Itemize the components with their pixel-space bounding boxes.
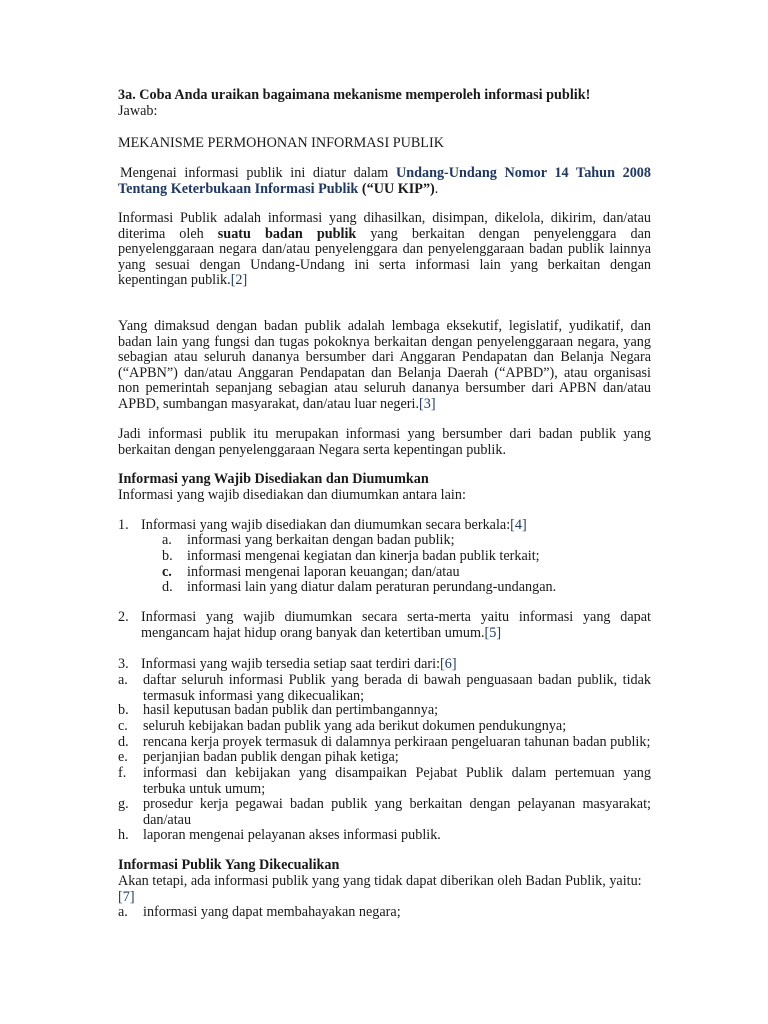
footnote-ref-2[interactable]: [2] [230,272,248,289]
footnote-ref-6[interactable]: [6] [440,656,457,672]
section-title: MEKANISME PERMOHONAN INFORMASI PUBLIK [118,135,444,151]
paragraph-kesimpulan: Jadi informasi publik itu merupakan informasi yang bersumber dari badan publik yang berkaitan dengan penyelenggaraan Negara serta kepentingan publik. [118,426,651,458]
document-page: 3a. Coba Anda uraikan bagaimana mekanisme memperoleh informasi publik! Jawab: MEKANISME PERMOHONAN INFORMASI PUBLIK Mengenai informasi publik ini diatur dalam Undang-Undang Nomor 14 Tahun 2008 Tentang Keterbukaan Informasi Publik (“UU KIP”). Informasi Publik adalah informasi yang dihasilkan, disimpan, dikelola, dikirim, dan/atau diterima oleh suatu badan publik yang berkaitan dengan penyelenggara dan penyelenggaraan negara dan/atau penyelenggara dan penyelenggaraan badan publik lainnya yang sesuai dengan Undang-Undang ini serta informasi lain yang berkaitan dengan kepentingan publik.[2] Yang dimaksud dengan badan publik adalah lembaga eksekutif, legislatif, yudikatif, dan badan lain yang fungsi dan tugas pokoknya berkaitan dengan penyelenggaraan negara, yang sebagian atau seluruh dananya bersumber dari Anggaran Pendapatan dan Belanja Negara (“APBN”) dan/atau Anggaran Pendapatan dan Belanja Daerah (“APBD”), atau organisasi non pemerintah sepanjang sebagian atau seluruh dananya bersumber dari APBN dan/atau APBD, sumbangan masyarakat, dan/atau luar negeri.[3] Jadi informasi publik itu merupakan informasi yang bersumber dari badan publik yang berkaitan dengan penyelenggaraan Negara serta kepentingan publik. Informasi yang Wajib Disediakan dan Diumumkan Informasi yang wajib disediakan dan diumumkan antara lain: 1. Informasi yang wajib disediakan dan diumumkan secara berkala:[4] a. informasi yang berkaitan dengan badan publik; b. informasi mengenai kegiatan dan kinerja badan publik terkait; c. informasi mengenai laporan keuangan; dan/atau d. informasi lain yang diatur dalam peraturan perundang-undangan. 2. Informasi yang wajib diumumkan secara serta-merta yaitu informasi yang dapat mengancam hajat hidup orang banyak dan ketertiban umum.[5] 3. Informasi yang wajib tersedia setiap saat terdiri dari:[6] a. daftar seluruh informasi Publik yang berada di bawah penguasaan badan publik, tidak termasuk informasi yang dikecualikan; b. hasil keputusan badan publik dan pertimbangannya; c. seluruh kebijakan badan publik yang ada berikut dokumen pendukungnya; d. rencana kerja proyek termasuk di dalamnya perkiraan pengeluaran tahunan badan publik; e. perjanjian badan publik dengan pihak ketiga; f. informasi dan kebijakan yang disampaikan Pejabat Publik dalam pertemuan yang terbuka untuk umum; g. prosedur kerja pegawai badan publik yang berkaitan dengan pelayanan masyarakat; dan/atau h. laporan mengenai pelayanan akses informasi publik. Informasi Publik Yang Dikecualikan Akan tetapi, ada informasi publik yang yang tidak dapat diberikan oleh Badan Publik, yaitu: [7] a. informasi yang dapat membahayakan negara; [118,87,651,920]
answer-label: Jawab: [118,103,158,119]
paragraph-badan-publik: Yang dimaksud dengan badan publik adalah lembaga eksekutif, legislatif, yudikatif, dan badan lain yang fungsi dan tugas pokoknya berkaitan dengan penyelenggaraan negara, yang sebagian atau seluruh dananya bersumber dari Anggaran Pendapatan dan Belanja Negara (“APBN”) dan/atau Anggaran Pendapatan dan Belanja Daerah (“APBD”), atau organisasi non pemerintah sepanjang sebagian atau seluruh dananya bersumber dari APBN dan/atau APBD, sumbangan masyarakat, dan/atau luar negeri.[3] [118,318,651,412]
heading-dikecualikan: Informasi Publik Yang Dikecualikan [118,857,340,873]
footnote-ref-4[interactable]: [4] [510,517,527,533]
footnote-ref-3[interactable]: [3] [419,395,436,412]
kecuali-intro: Akan tetapi, ada informasi publik yang yang tidak dapat diberikan oleh Badan Publik, yaitu: [7] [118,873,642,905]
wajib-intro: Informasi yang wajib disediakan dan diumumkan antara lain: [118,487,466,503]
paragraph-uu-kip: Mengenai informasi publik ini diatur dalam Undang-Undang Nomor 14 Tahun 2008 Tentang Keterbukaan Informasi Publik (“UU KIP”). [118,165,651,197]
uu-kip-link[interactable]: Undang-Undang Nomor 14 Tahun 2008 Tentang Keterbukaan Informasi Publik [118,165,651,197]
heading-wajib-disediakan: Informasi yang Wajib Disediakan dan Diumumkan [118,471,429,487]
question-title: 3a. Coba Anda uraikan bagaimana mekanisme memperoleh informasi publik! [118,87,591,103]
footnote-ref-7[interactable]: [7] [118,888,135,905]
footnote-ref-5[interactable]: [5] [484,625,502,641]
paragraph-informasi-publik: Informasi Publik adalah informasi yang dihasilkan, disimpan, dikelola, dikirim, dan/atau diterima oleh suatu badan publik yang berkaitan dengan penyelenggara dan penyelenggaraan negara dan/atau penyelenggara dan penyelenggaraan badan publik lainnya yang sesuai dengan Undang-Undang ini serta informasi lain yang berkaitan dengan kepentingan publik.[2] [118,210,651,289]
